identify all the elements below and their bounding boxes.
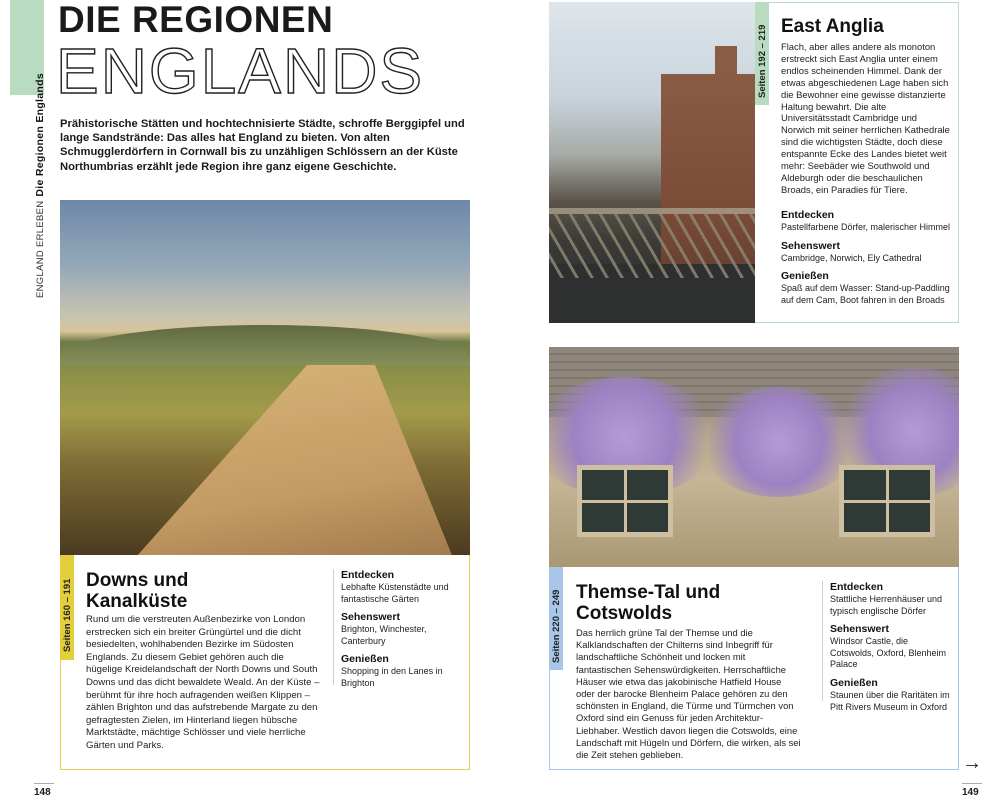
ea-info-text-geniessen: Spaß auf dem Wasser: Stand-up-Paddling auf dem Cam, Boot fahren in den Broads bbox=[781, 283, 950, 305]
info-text-sehenswert: Brighton, Winchester, Canterbury bbox=[341, 624, 427, 646]
east-anglia-info-column bbox=[781, 209, 953, 312]
running-header bbox=[34, 73, 46, 298]
themse-info-column bbox=[822, 581, 954, 712]
photo-bridge bbox=[549, 208, 755, 278]
th-info-heading-sehenswert: Sehenswert bbox=[830, 623, 889, 636]
th-info-text-sehenswert: Windsor Castle, die Cotswolds, Oxford, Blenheim Palace bbox=[830, 636, 947, 670]
info-text-entdecken: Lebhafte Küstenstädte und fantastische Gärten bbox=[341, 582, 449, 604]
ea-info-heading-geniessen: Genießen bbox=[781, 270, 829, 283]
info-heading-geniessen: Genießen bbox=[341, 653, 389, 666]
page-title-line-2: ENGLANDS bbox=[56, 35, 425, 107]
page-number-right: 149 bbox=[962, 787, 979, 798]
info-heading-entdecken: Entdecken bbox=[341, 569, 395, 581]
ea-info-text-sehenswert: Cambridge, Norwich, Ely Cathedral bbox=[781, 252, 922, 263]
th-info-text-geniessen: Staunen über die Raritäten im Pitt Rivers Museum in Oxford bbox=[830, 689, 950, 712]
th-info-text-entdecken: Stattliche Herrenhäuser und typisch englische Dörfer bbox=[830, 594, 943, 616]
downs-section-body: Rund um die verstreuten Außenbezirke von London erstrecken sich ein breiter Grüngürtel und die dicht besiedelten, wohlhabenden Bezirke im Südosten Englands. Zu diesem Gebiet gehören auch die hügelige Kreidelandschaft der North Downs und South Downs und das dicht bewaldete Weald. An der Küste – berühmt für ihre hoch aufragenden weißen Klippen – zählen Brighton und das aufstrebende Margate zu den gefragtesten Zielen, im Hinterland liegen hübsche Marktstädte, mächtige Schlösser und viele herrliche Gärten und Parks. bbox=[86, 614, 320, 751]
photo-path bbox=[120, 365, 460, 555]
intro-paragraph: Prähistorische Stätten und hochtechnisierte Städte, schroffe Berggipfel und lange Sandstrände: Das alles hat England zu bieten. Von alten Schmugglerdörfern in Cornwall bis zu unzähligen Schlössern an der Küste Northumbrias erzählt jede Region ihre ganz eigene Geschichte. bbox=[60, 118, 465, 173]
downs-page-ref-strip bbox=[60, 555, 74, 660]
photo-wisteria bbox=[699, 387, 859, 497]
downs-page-ref[interactable]: Seiten 160 – 191 bbox=[62, 578, 73, 652]
page-title-line-1: DIE REGIONEN bbox=[58, 0, 334, 40]
th-info-heading-entdecken: Entdecken bbox=[830, 581, 884, 593]
east-anglia-body: Flach, aber alles andere als monoton erstreckt sich East Anglia unter einem endlos scheinenden Himmel. Dank der etwas abgeschiedenen Lage haben sich die Bewohner eine gewisse distanzierte Haltung bewahrt. Die alte Universitätsstadt Cambridge und Norwich mit seiner herrlichen Kathedrale sind die wichtigsten Städte, doch diese entspannte Ecke des Landes bietet weit mehr: Seebäder wie Southwold und Aldeburgh oder die beschaulichen Broads, ein Paradies für Tiere. bbox=[781, 41, 950, 195]
info-text-geniessen: Shopping in den Lanes in Brighton bbox=[341, 666, 443, 688]
info-divider bbox=[822, 581, 823, 701]
cotswolds-cottage-photo bbox=[549, 347, 959, 567]
page-number-rule-right bbox=[962, 783, 982, 784]
info-divider bbox=[333, 569, 334, 685]
running-header-chapter: ENGLAND ERLEBEN bbox=[35, 200, 46, 298]
th-info-heading-geniessen: Genießen bbox=[830, 676, 878, 689]
themse-page-ref[interactable]: Seiten 220 – 249 bbox=[551, 589, 562, 663]
east-anglia-page-ref-strip bbox=[755, 2, 769, 105]
themse-section-title: Themse-Tal und Cotswolds bbox=[576, 582, 721, 624]
east-anglia-page-ref[interactable]: Seiten 192 – 219 bbox=[757, 24, 768, 98]
downs-landscape-photo bbox=[60, 200, 470, 555]
east-anglia-title: East Anglia bbox=[781, 16, 884, 37]
running-header-title: Die Regionen Englands bbox=[34, 73, 46, 197]
cambridge-photo bbox=[549, 2, 755, 323]
downs-info-column bbox=[333, 569, 463, 688]
photo-hills bbox=[60, 325, 470, 365]
themse-page-ref-strip bbox=[549, 567, 563, 670]
photo-window bbox=[577, 465, 673, 537]
page-number-left: 148 bbox=[34, 787, 51, 798]
themse-section-body: Das herrlich grüne Tal der Themse und die Kalklandschaften der Chilterns sind Inbegriff für landschaftliche Schönheit und locken mit fantastischen Sehenswürdigkeiten. Herrschaftliche Häuser wie etwa das jakobinische Hatfield House oder der barocke Blenheim Palace gehören zu den schönsten in England, die Türme und Türmchen von Oxford sind ein Genuss für jeden Architektur-Liebhaber. Westlich davon liegen die Cotswolds, eine Landschaft mit Hügeln und Dörfern, die wirken, als sei die Zeit stehen geblieben. bbox=[576, 627, 801, 761]
info-heading-sehenswert: Sehenswert bbox=[341, 611, 400, 624]
ea-info-heading-entdecken: Entdecken bbox=[781, 209, 835, 221]
photo-window bbox=[839, 465, 935, 537]
next-page-arrow-icon[interactable]: → bbox=[962, 752, 982, 774]
ea-info-text-entdecken: Pastellfarbene Dörfer, malerischer Himmel bbox=[781, 222, 951, 232]
downs-section-title: Downs und Kanalküste bbox=[86, 570, 189, 612]
page-number-rule-left bbox=[34, 783, 54, 784]
ea-info-heading-sehenswert: Sehenswert bbox=[781, 239, 840, 252]
